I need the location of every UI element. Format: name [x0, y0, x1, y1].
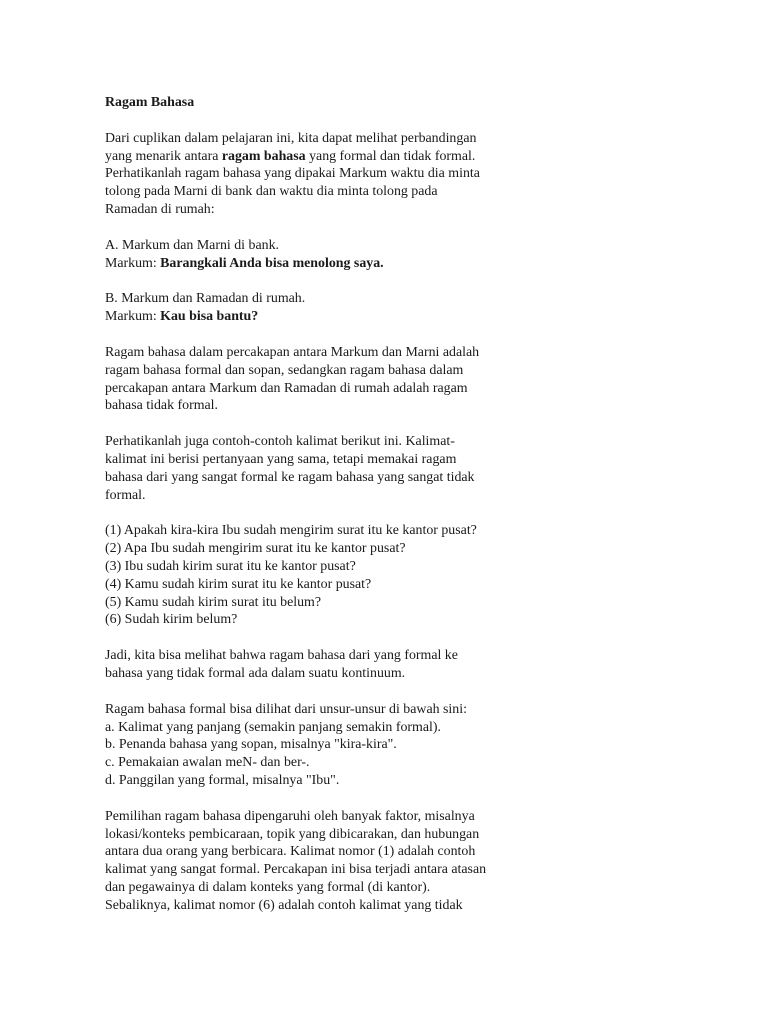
paragraph-gap — [105, 683, 535, 701]
speaker-label: Markum: — [105, 255, 161, 271]
text-line: bahasa dari yang sangat formal ke ragam bahasa yang sangat tidak — [105, 469, 475, 485]
continuum-paragraph — [105, 647, 535, 683]
text-line: bahasa yang tidak formal ada dalam suatu kontinuum. — [105, 666, 406, 681]
utterance: Kau bisa bantu? — [160, 309, 259, 325]
text-line — [105, 148, 535, 166]
text-line: tolong pada Marni di bank dan waktu dia minta tolong pada — [105, 184, 438, 200]
paragraph-gap — [105, 219, 535, 237]
list-item: a. Kalimat yang panjang (semakin panjang semakin formal). — [105, 719, 441, 735]
example-heading: A. Markum dan Marni di bank. — [105, 237, 279, 253]
text-run: yang formal dan tidak formal. — [305, 148, 476, 164]
list-item: (2) Apa Ibu sudah mengirim surat itu ke kantor pusat? — [105, 541, 406, 557]
example-heading: B. Markum dan Ramadan di rumah. — [105, 291, 306, 307]
formal-features — [105, 701, 535, 790]
paragraph-gap — [105, 629, 535, 647]
paragraph-gap — [105, 272, 535, 290]
sentence-list — [105, 522, 535, 629]
text-line: Dari cuplikan dalam pelajaran ini, kita dapat melihat perbandingan — [105, 130, 477, 146]
dialogue-line — [105, 255, 535, 273]
text-line: Ramadan di rumah: — [105, 202, 215, 218]
text-line: Perhatikanlah juga contoh-contoh kalimat berikut ini. Kalimat- — [105, 434, 455, 450]
intro-paragraph — [105, 130, 535, 219]
text-line: Ragam bahasa formal bisa dilihat dari unsur-unsur di bawah sini: — [105, 701, 467, 717]
list-item: (3) Ibu sudah kirim surat itu ke kantor pusat? — [105, 558, 356, 574]
examples-intro-paragraph — [105, 433, 535, 504]
text-line: Jadi, kita bisa melihat bahwa ragam bahasa dari yang formal ke — [105, 648, 458, 664]
text-line: Ragam bahasa dalam percakapan antara Markum dan Marni adalah — [105, 344, 480, 360]
text-line: kalimat ini berisi pertanyaan yang sama, tetapi memakai ragam — [105, 451, 457, 467]
paragraph-gap — [105, 326, 535, 344]
text-line: formal. — [105, 487, 146, 503]
list-item: (1) Apakah kira-kira Ibu sudah mengirim surat itu ke kantor pusat? — [105, 523, 477, 539]
comparison-paragraph — [105, 344, 535, 415]
text-line: bahasa tidak formal. — [105, 398, 219, 414]
paragraph-gap — [105, 504, 535, 522]
document-body — [105, 94, 535, 915]
list-item: (4) Kamu sudah kirim surat itu ke kantor pusat? — [105, 576, 372, 592]
bold-term: ragam bahasa — [221, 148, 306, 164]
text-line: antara dua orang yang berbicara. Kalimat nomor (1) adalah contoh — [105, 844, 476, 860]
document-title: Ragam Bahasa — [105, 95, 195, 110]
example-a — [105, 237, 535, 273]
text-line: ragam bahasa formal dan sopan, sedangkan ragam bahasa dalam — [105, 362, 464, 378]
paragraph-gap — [105, 112, 535, 130]
text-line: percakapan antara Markum dan Ramadan di rumah adalah ragam — [105, 380, 468, 396]
list-item: (6) Sudah kirim belum? — [105, 612, 238, 628]
factors-paragraph — [105, 808, 535, 915]
list-item: (5) Kamu sudah kirim surat itu belum? — [105, 594, 322, 610]
text-run: yang menarik antara — [105, 148, 222, 164]
text-line: kalimat yang sangat formal. Percakapan ini bisa terjadi antara atasan — [105, 862, 487, 878]
example-b — [105, 290, 535, 326]
utterance: Barangkali Anda bisa menolong saya. — [160, 255, 384, 271]
list-item: c. Pemakaian awalan meN- dan ber-. — [105, 755, 310, 771]
text-line: lokasi/konteks pembicaraan, topik yang dibicarakan, dan hubungan — [105, 826, 480, 842]
speaker-label: Markum: — [105, 309, 161, 325]
list-item: b. Penanda bahasa yang sopan, misalnya "kira-kira". — [105, 737, 397, 753]
paragraph-gap — [105, 415, 535, 433]
list-item: d. Panggilan yang formal, misalnya "Ibu". — [105, 773, 340, 789]
text-line: Perhatikanlah ragam bahasa yang dipakai Markum waktu dia minta — [105, 166, 480, 182]
paragraph-gap — [105, 790, 535, 808]
text-line: Pemilihan ragam bahasa dipengaruhi oleh banyak faktor, misalnya — [105, 808, 475, 824]
text-line: Sebaliknya, kalimat nomor (6) adalah contoh kalimat yang tidak — [105, 897, 463, 913]
dialogue-line — [105, 308, 535, 326]
text-line: dan pegawainya di dalam konteks yang formal (di kantor). — [105, 880, 431, 896]
